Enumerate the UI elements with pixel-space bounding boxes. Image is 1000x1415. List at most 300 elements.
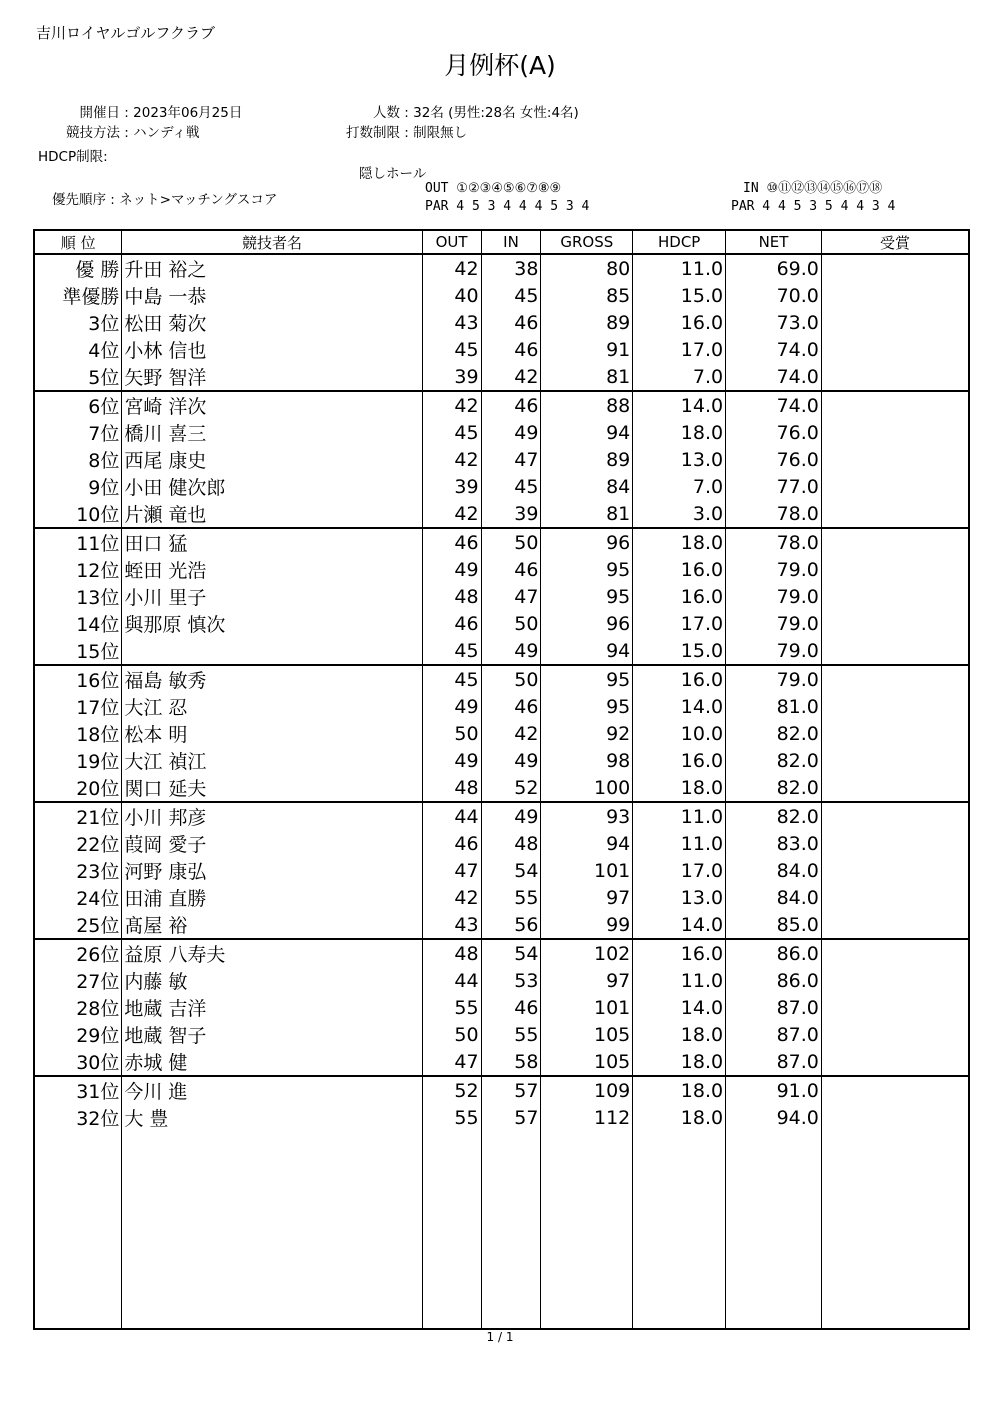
table-row (34, 830, 969, 857)
cell-award (821, 802, 969, 830)
table-row (34, 665, 969, 693)
filler-cell (541, 1131, 633, 1329)
cell-out: 46 (422, 528, 481, 556)
cell-gross: 99 (541, 911, 633, 939)
cell-award (821, 830, 969, 857)
cell-award (821, 610, 969, 637)
cell-out: 42 (422, 391, 481, 419)
cell-gross: 80 (541, 254, 633, 282)
cell-name: 小田 健次郎 (122, 473, 422, 500)
cell-hdcp: 11.0 (633, 254, 726, 282)
cell-gross: 96 (541, 610, 633, 637)
cell-in: 46 (481, 309, 541, 336)
cell-gross: 94 (541, 419, 633, 446)
cell-out: 42 (422, 884, 481, 911)
cell-rank: 23位 (34, 857, 122, 884)
cell-name: 田浦 直勝 (122, 884, 422, 911)
cell-award (821, 857, 969, 884)
cell-gross: 85 (541, 282, 633, 309)
cell-name: 片瀬 竜也 (122, 500, 422, 528)
cell-award (821, 967, 969, 994)
cell-name: 地蔵 智子 (122, 1021, 422, 1048)
filler-cell (422, 1131, 481, 1329)
cell-rank: 24位 (34, 884, 122, 911)
cell-rank: 27位 (34, 967, 122, 994)
cell-out: 52 (422, 1076, 481, 1104)
cell-rank: 21位 (34, 802, 122, 830)
cell-hdcp: 13.0 (633, 884, 726, 911)
table-row (34, 939, 969, 967)
cell-net: 82.0 (726, 774, 822, 802)
cell-rank: 30位 (34, 1048, 122, 1076)
hidden-holes-label: 隠しホール (359, 166, 427, 182)
cell-gross: 81 (541, 500, 633, 528)
cell-hdcp: 15.0 (633, 282, 726, 309)
table-row (34, 967, 969, 994)
header-net: NET (726, 230, 822, 254)
cell-out: 49 (422, 693, 481, 720)
cell-name: 田口 猛 (122, 528, 422, 556)
cell-rank: 6位 (34, 391, 122, 419)
cell-hdcp: 14.0 (633, 391, 726, 419)
cell-out: 55 (422, 1104, 481, 1131)
cell-hdcp: 11.0 (633, 830, 726, 857)
cell-hdcp: 18.0 (633, 1076, 726, 1104)
cell-in: 38 (481, 254, 541, 282)
cell-out: 40 (422, 282, 481, 309)
cell-out: 48 (422, 939, 481, 967)
cell-rank: 4位 (34, 336, 122, 363)
cell-award (821, 774, 969, 802)
cell-hdcp: 16.0 (633, 556, 726, 583)
cell-name: 蛭田 光浩 (122, 556, 422, 583)
cell-rank: 20位 (34, 774, 122, 802)
cell-name: 橋川 喜三 (122, 419, 422, 446)
cell-award (821, 665, 969, 693)
cell-gross: 94 (541, 637, 633, 665)
cell-award (821, 528, 969, 556)
cell-hdcp: 10.0 (633, 720, 726, 747)
cell-in: 53 (481, 967, 541, 994)
cell-in: 49 (481, 637, 541, 665)
cell-net: 74.0 (726, 391, 822, 419)
cell-name: 松田 菊次 (122, 309, 422, 336)
cell-net: 76.0 (726, 446, 822, 473)
cell-in: 57 (481, 1104, 541, 1131)
cell-award (821, 363, 969, 391)
cell-net: 79.0 (726, 556, 822, 583)
cell-name: 宮崎 洋次 (122, 391, 422, 419)
cell-in: 54 (481, 857, 541, 884)
cell-rank: 26位 (34, 939, 122, 967)
cell-rank: 7位 (34, 419, 122, 446)
cell-net: 78.0 (726, 528, 822, 556)
cell-net: 91.0 (726, 1076, 822, 1104)
cell-award (821, 1048, 969, 1076)
header-name: 競技者名 (122, 230, 422, 254)
cell-rank: 8位 (34, 446, 122, 473)
stroke-limit-row: 打数制限 : 制限無し (300, 121, 467, 141)
cell-in: 57 (481, 1076, 541, 1104)
cell-in: 55 (481, 1021, 541, 1048)
cell-out: 44 (422, 802, 481, 830)
cell-out: 45 (422, 637, 481, 665)
cell-out: 50 (422, 720, 481, 747)
cell-award (821, 637, 969, 665)
cell-net: 78.0 (726, 500, 822, 528)
cell-rank: 25位 (34, 911, 122, 939)
table-row (34, 583, 969, 610)
header-hdcp: HDCP (633, 230, 726, 254)
cell-award (821, 473, 969, 500)
cell-gross: 95 (541, 693, 633, 720)
cell-rank: 11位 (34, 528, 122, 556)
cell-net: 74.0 (726, 336, 822, 363)
cell-rank: 準優勝 (34, 282, 122, 309)
table-row (34, 911, 969, 939)
cell-hdcp: 14.0 (633, 994, 726, 1021)
cell-hdcp: 18.0 (633, 1048, 726, 1076)
cell-rank: 29位 (34, 1021, 122, 1048)
table-row (34, 1076, 969, 1104)
cell-hdcp: 18.0 (633, 419, 726, 446)
cell-net: 82.0 (726, 747, 822, 774)
filler-cell (481, 1131, 541, 1329)
table-row (34, 282, 969, 309)
cell-in: 55 (481, 884, 541, 911)
cell-gross: 93 (541, 802, 633, 830)
cell-hdcp: 16.0 (633, 665, 726, 693)
cell-gross: 96 (541, 528, 633, 556)
cell-out: 45 (422, 336, 481, 363)
table-row (34, 336, 969, 363)
cell-award (821, 1021, 969, 1048)
cell-in: 54 (481, 939, 541, 967)
table-row (34, 774, 969, 802)
players-label: 人数 (373, 105, 400, 121)
cell-in: 52 (481, 774, 541, 802)
cell-name: 西尾 康史 (122, 446, 422, 473)
cell-gross: 105 (541, 1048, 633, 1076)
table-row (34, 309, 969, 336)
cell-award (821, 309, 969, 336)
cell-net: 85.0 (726, 911, 822, 939)
cell-out: 50 (422, 1021, 481, 1048)
table-row (34, 884, 969, 911)
cell-hdcp: 11.0 (633, 967, 726, 994)
cell-rank: 28位 (34, 994, 122, 1021)
cell-net: 79.0 (726, 610, 822, 637)
cell-gross: 112 (541, 1104, 633, 1131)
cell-out: 47 (422, 1048, 481, 1076)
cell-rank: 32位 (34, 1104, 122, 1131)
cell-hdcp: 16.0 (633, 583, 726, 610)
cell-in: 45 (481, 473, 541, 500)
cell-net: 77.0 (726, 473, 822, 500)
table-row (34, 994, 969, 1021)
cell-in: 47 (481, 583, 541, 610)
page-number: 1 / 1 (486, 1330, 514, 1344)
club-name: 吉川ロイヤルゴルフクラブ (36, 24, 215, 42)
cell-net: 69.0 (726, 254, 822, 282)
cell-net: 74.0 (726, 363, 822, 391)
cell-name: 関口 延夫 (122, 774, 422, 802)
table-row (34, 254, 969, 282)
cell-net: 87.0 (726, 994, 822, 1021)
in-par: PAR 4 4 5 3 5 4 4 3 4 (731, 199, 896, 214)
priority-value: ネット>マッチングスコア (119, 192, 278, 208)
table-row (34, 610, 969, 637)
filler-cell (633, 1131, 726, 1329)
cell-net: 73.0 (726, 309, 822, 336)
cell-name: 松本 明 (122, 720, 422, 747)
cell-net: 87.0 (726, 1021, 822, 1048)
cell-out: 45 (422, 419, 481, 446)
cell-gross: 105 (541, 1021, 633, 1048)
table-row (34, 802, 969, 830)
cell-rank: 18位 (34, 720, 122, 747)
cell-hdcp: 17.0 (633, 857, 726, 884)
table-row (34, 1104, 969, 1131)
cell-net: 84.0 (726, 884, 822, 911)
cell-net: 86.0 (726, 967, 822, 994)
cell-gross: 98 (541, 747, 633, 774)
cell-gross: 91 (541, 336, 633, 363)
cell-out: 46 (422, 610, 481, 637)
cell-in: 49 (481, 419, 541, 446)
cell-out: 48 (422, 583, 481, 610)
out-par: PAR 4 5 3 4 4 4 5 3 4 (425, 199, 590, 214)
cell-hdcp: 16.0 (633, 939, 726, 967)
cell-gross: 102 (541, 939, 633, 967)
cell-name: 大江 忍 (122, 693, 422, 720)
cell-gross: 89 (541, 446, 633, 473)
cell-hdcp: 18.0 (633, 528, 726, 556)
cell-hdcp: 7.0 (633, 473, 726, 500)
cell-out: 42 (422, 500, 481, 528)
cell-gross: 95 (541, 583, 633, 610)
cell-in: 46 (481, 556, 541, 583)
cell-rank: 13位 (34, 583, 122, 610)
cell-out: 39 (422, 363, 481, 391)
cell-in: 39 (481, 500, 541, 528)
cell-rank: 16位 (34, 665, 122, 693)
cell-out: 42 (422, 254, 481, 282)
cell-gross: 100 (541, 774, 633, 802)
cell-net: 87.0 (726, 1048, 822, 1076)
cell-hdcp: 18.0 (633, 774, 726, 802)
cell-net: 82.0 (726, 802, 822, 830)
cell-name: 矢野 智洋 (122, 363, 422, 391)
header-gross: GROSS (541, 230, 633, 254)
table-header-row (34, 230, 969, 254)
cell-gross: 101 (541, 994, 633, 1021)
cell-rank: 3位 (34, 309, 122, 336)
cell-rank: 14位 (34, 610, 122, 637)
cell-hdcp: 11.0 (633, 802, 726, 830)
cell-out: 44 (422, 967, 481, 994)
cell-name: 升田 裕之 (122, 254, 422, 282)
players-row: 人数 : 32名 (男性:28名 女性:4名) (300, 101, 579, 121)
cell-award (821, 1104, 969, 1131)
cell-in: 46 (481, 391, 541, 419)
cell-hdcp: 3.0 (633, 500, 726, 528)
cell-gross: 95 (541, 665, 633, 693)
cell-name: 内藤 敏 (122, 967, 422, 994)
method-value: ハンディ戦 (133, 125, 200, 141)
cell-name: 益原 八寿夫 (122, 939, 422, 967)
cell-out: 43 (422, 309, 481, 336)
players-value: 32名 (男性:28名 女性:4名) (413, 105, 579, 121)
cell-net: 79.0 (726, 637, 822, 665)
date-label: 開催日 (79, 105, 120, 121)
cell-gross: 88 (541, 391, 633, 419)
table-row (34, 419, 969, 446)
cell-award (821, 500, 969, 528)
header-in: IN (481, 230, 541, 254)
cell-award (821, 254, 969, 282)
table-row (34, 556, 969, 583)
filler-cell (726, 1131, 822, 1329)
cell-award (821, 1076, 969, 1104)
cell-in: 56 (481, 911, 541, 939)
filler-cell (122, 1131, 422, 1329)
cell-net: 79.0 (726, 665, 822, 693)
cell-rank: 優 勝 (34, 254, 122, 282)
cell-hdcp: 16.0 (633, 747, 726, 774)
method-label: 競技方法 (66, 125, 120, 141)
cell-hdcp: 16.0 (633, 309, 726, 336)
cell-name: 中島 一恭 (122, 282, 422, 309)
cell-hdcp: 18.0 (633, 1021, 726, 1048)
cell-name: 與那原 慎次 (122, 610, 422, 637)
table-row (34, 637, 969, 665)
cell-name: 赤城 健 (122, 1048, 422, 1076)
cell-name: 今川 進 (122, 1076, 422, 1104)
cell-net: 94.0 (726, 1104, 822, 1131)
cell-out: 45 (422, 665, 481, 693)
cell-net: 84.0 (726, 857, 822, 884)
cell-name: 小川 里子 (122, 583, 422, 610)
cell-in: 50 (481, 610, 541, 637)
table-row (34, 747, 969, 774)
cell-hdcp: 17.0 (633, 336, 726, 363)
cell-award (821, 693, 969, 720)
cell-out: 43 (422, 911, 481, 939)
cell-hdcp: 14.0 (633, 911, 726, 939)
cell-net: 83.0 (726, 830, 822, 857)
table-row (34, 363, 969, 391)
method-row: 競技方法 : ハンディ戦 (38, 121, 200, 141)
cell-rank: 17位 (34, 693, 122, 720)
results-table (33, 229, 970, 1330)
filler-cell (821, 1131, 969, 1329)
cell-rank: 10位 (34, 500, 122, 528)
table-row (34, 693, 969, 720)
cell-gross: 97 (541, 967, 633, 994)
cell-net: 86.0 (726, 939, 822, 967)
cell-gross: 101 (541, 857, 633, 884)
cell-award (821, 583, 969, 610)
cell-name: 河野 康弘 (122, 857, 422, 884)
cell-rank: 9位 (34, 473, 122, 500)
table-row (34, 391, 969, 419)
table-row (34, 720, 969, 747)
filler-cell (34, 1131, 122, 1329)
in-holes: IN ⑩⑪⑫⑬⑭⑮⑯⑰⑱ (743, 181, 883, 196)
table-row (34, 500, 969, 528)
hdcp-limit-label: HDCP制限 (38, 149, 104, 165)
cell-hdcp: 17.0 (633, 610, 726, 637)
hdcp-limit-row: HDCP制限: (38, 149, 108, 165)
cell-hdcp: 14.0 (633, 693, 726, 720)
table-row (34, 1021, 969, 1048)
cell-gross: 109 (541, 1076, 633, 1104)
cell-in: 49 (481, 747, 541, 774)
table-row (34, 1048, 969, 1076)
cell-award (821, 391, 969, 419)
cell-rank: 19位 (34, 747, 122, 774)
cell-gross: 84 (541, 473, 633, 500)
table-row (34, 473, 969, 500)
cell-award (821, 282, 969, 309)
out-holes: OUT ①②③④⑤⑥⑦⑧⑨ (425, 181, 562, 196)
cell-in: 47 (481, 446, 541, 473)
cell-out: 39 (422, 473, 481, 500)
cell-in: 58 (481, 1048, 541, 1076)
cell-in: 50 (481, 665, 541, 693)
cell-hdcp: 15.0 (633, 637, 726, 665)
cell-net: 82.0 (726, 720, 822, 747)
cell-out: 49 (422, 747, 481, 774)
cell-out: 49 (422, 556, 481, 583)
cell-hdcp: 18.0 (633, 1104, 726, 1131)
table-row (34, 857, 969, 884)
cell-out: 48 (422, 774, 481, 802)
cell-award (821, 446, 969, 473)
cell-name: 小川 邦彦 (122, 802, 422, 830)
header-award: 受賞 (821, 230, 969, 254)
cell-name: 小林 信也 (122, 336, 422, 363)
cell-gross: 95 (541, 556, 633, 583)
cell-gross: 94 (541, 830, 633, 857)
empty-filler-row (34, 1131, 969, 1329)
cell-award (821, 884, 969, 911)
cell-name (122, 637, 422, 665)
cell-hdcp: 7.0 (633, 363, 726, 391)
table-row (34, 528, 969, 556)
cell-award (821, 556, 969, 583)
cell-award (821, 336, 969, 363)
cell-in: 46 (481, 994, 541, 1021)
cell-out: 55 (422, 994, 481, 1021)
cell-hdcp: 13.0 (633, 446, 726, 473)
cell-name: 葭岡 愛子 (122, 830, 422, 857)
cell-net: 76.0 (726, 419, 822, 446)
date-value: 2023年06月25日 (133, 105, 243, 121)
cell-gross: 81 (541, 363, 633, 391)
stroke-limit-value: 制限無し (413, 125, 468, 141)
header-rank: 順 位 (34, 230, 122, 254)
cell-award (821, 419, 969, 446)
cell-gross: 97 (541, 884, 633, 911)
page-title: 月例杯(A) (444, 51, 556, 80)
priority-label: 優先順序 (52, 192, 106, 208)
cell-rank: 22位 (34, 830, 122, 857)
cell-gross: 92 (541, 720, 633, 747)
cell-in: 50 (481, 528, 541, 556)
cell-in: 42 (481, 720, 541, 747)
